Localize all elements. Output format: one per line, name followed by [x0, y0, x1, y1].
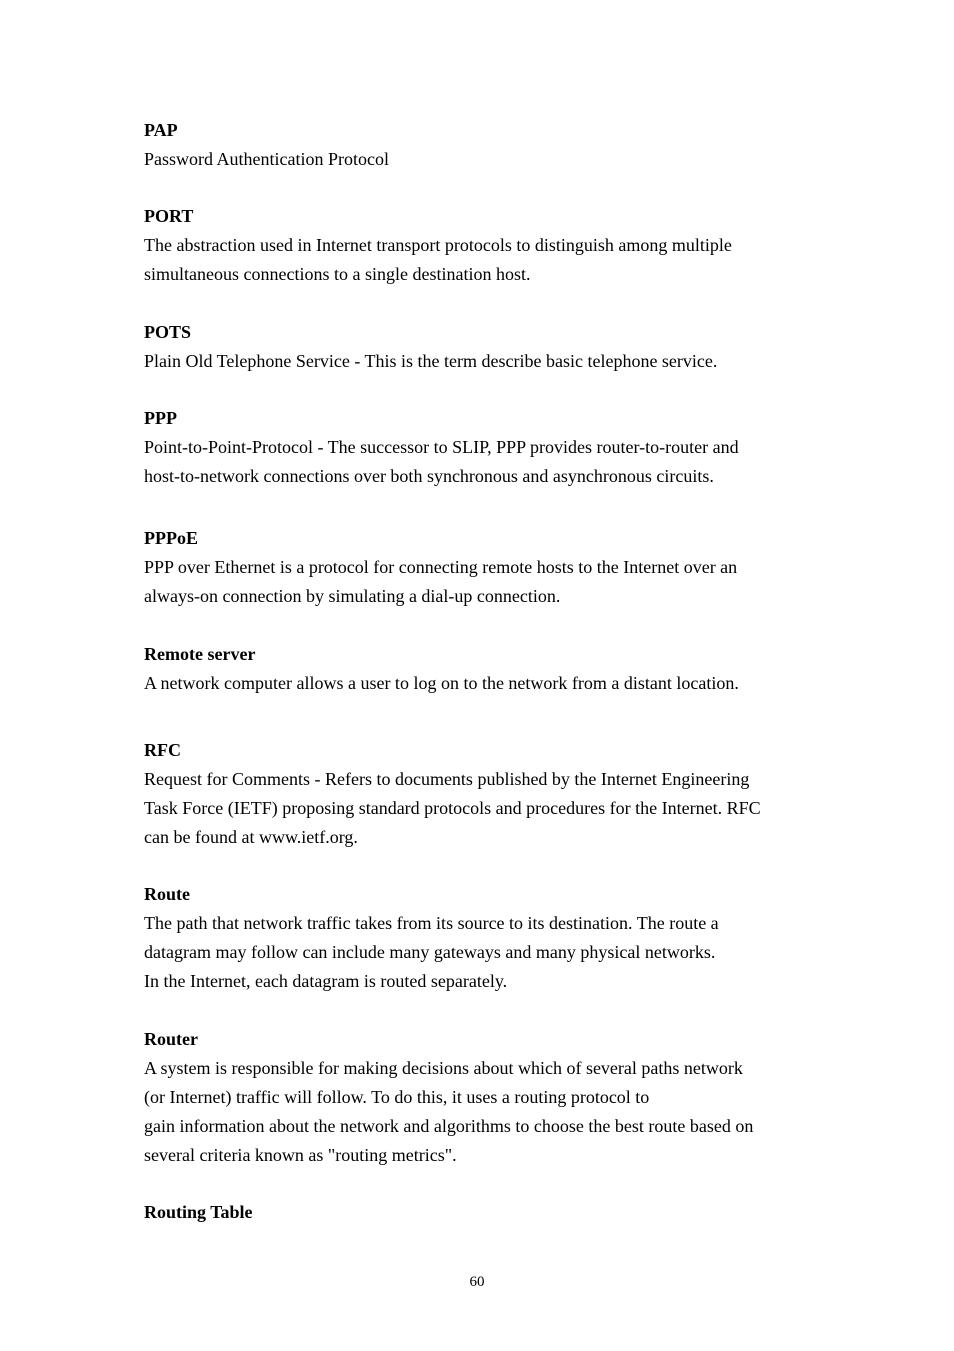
definition-line: can be found at www.ietf.org.	[144, 827, 358, 847]
glossary-term: PAP	[144, 120, 178, 140]
glossary-entry-ppp	[144, 404, 824, 491]
glossary-entry-port	[144, 202, 824, 289]
definition-line: A system is responsible for making decisions about which of several paths network	[144, 1058, 743, 1078]
definition-line: host-to-network connections over both synchronous and asynchronous circuits.	[144, 466, 714, 486]
page-number: 60	[469, 1274, 485, 1290]
definition-line: Task Force (IETF) proposing standard protocols and procedures for the Internet. RFC	[144, 798, 761, 818]
definition-line: Point-to-Point-Protocol - The successor to SLIP, PPP provides router-to-router and	[144, 437, 739, 457]
glossary-definition	[144, 909, 824, 996]
glossary-entry-pots	[144, 318, 824, 376]
definition-line: always-on connection by simulating a dial-up connection.	[144, 586, 561, 606]
glossary-term: Routing Table	[144, 1202, 253, 1222]
definition-line: Request for Comments - Refers to documents published by the Internet Engineering	[144, 769, 750, 789]
glossary-term: PPP	[144, 408, 177, 428]
glossary-definition	[144, 145, 824, 174]
definition-line: several criteria known as "routing metrics".	[144, 1145, 457, 1165]
definition-line: In the Internet, each datagram is routed separately.	[144, 971, 508, 991]
definition-line: PPP over Ethernet is a protocol for connecting remote hosts to the Internet over an	[144, 557, 738, 577]
glossary-entry-pap	[144, 116, 824, 174]
glossary-definition	[144, 669, 824, 698]
glossary-definition	[144, 231, 824, 289]
glossary-term: PPPoE	[144, 528, 198, 548]
glossary-entry-route	[144, 880, 824, 996]
glossary-definition	[144, 765, 824, 852]
definition-line: Plain Old Telephone Service - This is the term describe basic telephone service.	[144, 351, 718, 371]
glossary-definition	[144, 433, 824, 491]
definition-line: Password Authentication Protocol	[144, 149, 389, 169]
definition-line: (or Internet) traffic will follow. To do this, it uses a routing protocol to	[144, 1087, 650, 1107]
glossary-term: Router	[144, 1029, 198, 1049]
glossary-entry-pppoe	[144, 524, 824, 611]
glossary-definition	[144, 347, 824, 376]
glossary-term: RFC	[144, 740, 181, 760]
definition-line: The path that network traffic takes from its source to its destination. The route a	[144, 913, 719, 933]
glossary-entry-rfc	[144, 736, 824, 852]
definition-line: datagram may follow can include many gateways and many physical networks.	[144, 942, 716, 962]
glossary-entry-routing-table	[144, 1198, 824, 1227]
glossary-term: POTS	[144, 322, 192, 342]
definition-line: simultaneous connections to a single destination host.	[144, 264, 531, 284]
definition-line: The abstraction used in Internet transport protocols to distinguish among multiple	[144, 235, 732, 255]
definition-line: A network computer allows a user to log on to the network from a distant location.	[144, 673, 739, 693]
glossary-term: Remote server	[144, 644, 256, 664]
glossary-term: PORT	[144, 206, 194, 226]
glossary-entry-remote-server	[144, 640, 824, 698]
glossary-entry-router	[144, 1025, 824, 1170]
glossary-definition	[144, 553, 824, 611]
definition-line: gain information about the network and algorithms to choose the best route based on	[144, 1116, 754, 1136]
glossary-definition	[144, 1054, 824, 1170]
glossary-term: Route	[144, 884, 190, 904]
